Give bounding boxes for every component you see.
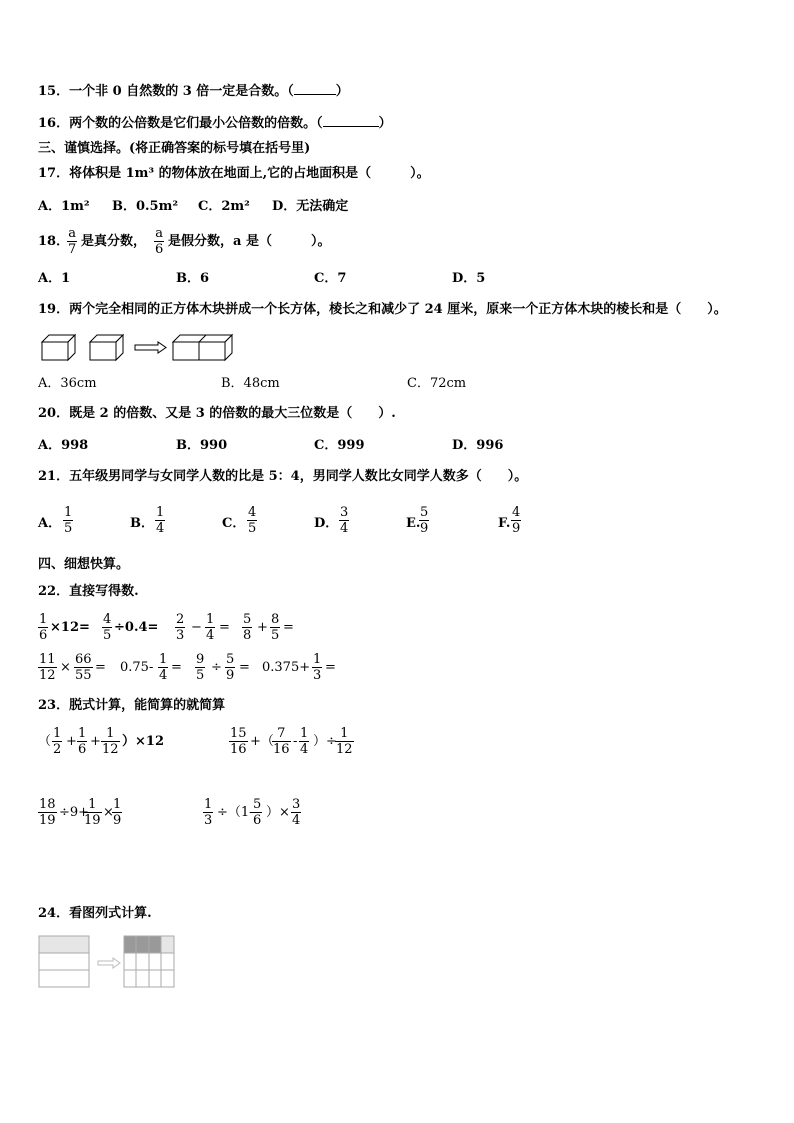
option-a-label[interactable]: A．: [38, 516, 62, 531]
fraction: 1 6: [78, 726, 87, 757]
fraction: 11 12: [39, 652, 56, 683]
fraction: 1 3: [313, 652, 322, 683]
fraction: 18 19: [39, 797, 56, 828]
fraction: 1 4: [300, 726, 309, 757]
expression-text: 0.75-: [120, 660, 154, 675]
fraction: 66 55: [75, 652, 92, 683]
section-heading-3: 三、谨慎选择。(将正确答案的标号填在括号里): [38, 141, 311, 156]
fraction: a 6: [155, 226, 164, 257]
option-b[interactable]: B．990: [176, 438, 228, 453]
operator: −: [191, 620, 202, 635]
question-20: 20．既是 2 的倍数、又是 3 的倍数的最大三位数是（ ）.: [38, 406, 396, 421]
option-f-fraction: 4 9: [512, 505, 521, 536]
operator: ×: [103, 805, 114, 820]
fraction: 1 12: [336, 726, 353, 757]
question-number: 16．: [38, 116, 70, 131]
fraction: 15 16: [230, 726, 247, 757]
fraction: 4 5: [103, 612, 112, 643]
operator: （: [38, 734, 52, 749]
option-f-label[interactable]: F.: [498, 516, 511, 531]
operator: =: [171, 660, 182, 675]
option-b-label[interactable]: B．: [130, 516, 154, 531]
option-b[interactable]: B．48cm: [221, 376, 280, 391]
expression-text: 0.375+: [262, 660, 311, 675]
fraction: 3 4: [292, 797, 301, 828]
option-d-label[interactable]: D．: [314, 516, 339, 531]
option-c[interactable]: C．2m²: [198, 199, 250, 214]
operator: ×: [60, 660, 71, 675]
question-16: 16．两个数的公倍数是它们最小公倍数的倍数。（ ）: [38, 116, 392, 131]
fraction: 1 4: [159, 652, 168, 683]
operator: ）×: [266, 805, 290, 820]
question-text: 是假分数，a 是（ ）。: [168, 234, 331, 249]
option-a[interactable]: A．998: [38, 438, 89, 453]
operator: ÷: [211, 660, 222, 675]
question-text: 将体积是 1m³ 的物体放在地面上,它的占地面积是（ ）。: [69, 166, 430, 181]
operator: +: [90, 734, 101, 749]
answer-blank[interactable]: [294, 94, 336, 95]
fraction: 5 6: [253, 797, 262, 828]
option-d[interactable]: D．无法确定: [272, 199, 349, 214]
option-d-fraction: 3 4: [340, 505, 349, 536]
option-c[interactable]: C．72cm: [407, 376, 467, 391]
operator: -: [293, 734, 298, 749]
question-19: 19．两个完全相同的正方体木块拼成一个长方体，棱长之和减少了 24 厘米，原来一个正方体木块的棱长和是（ ）。: [38, 302, 727, 317]
fraction: 1 19: [84, 797, 101, 828]
fraction: 5 9: [226, 652, 235, 683]
option-a[interactable]: A．1m²: [38, 199, 90, 214]
operator: =: [219, 620, 230, 635]
fraction: 1 9: [113, 797, 122, 828]
option-a[interactable]: A．36cm: [38, 376, 97, 391]
expression-text: ÷0.4=: [114, 620, 159, 635]
operator: =: [95, 660, 106, 675]
fraction: 9 5: [196, 652, 205, 683]
option-b[interactable]: B．0.5m²: [112, 199, 179, 214]
fraction: 1 4: [206, 612, 215, 643]
expression-text: ）×12: [122, 734, 164, 749]
fraction: 1 3: [204, 797, 213, 828]
operator: =: [325, 660, 336, 675]
option-c-fraction: 4 5: [248, 505, 257, 536]
section-heading-4: 四、细想快算。: [38, 557, 130, 572]
fraction: 7 16: [273, 726, 290, 757]
fraction: 1 6: [39, 612, 48, 643]
fraction: 1 12: [102, 726, 119, 757]
question-text: 两个数的公倍数是它们最小公倍数的倍数。（: [69, 116, 323, 131]
fraction: 8 5: [271, 612, 280, 643]
question-text: 五年级男同学与女同学人数的比是 5：4，男同学人数比女同学人数多（ ）。: [69, 469, 528, 484]
answer-blank[interactable]: [323, 126, 379, 127]
option-e-fraction: 5 9: [420, 505, 429, 536]
option-c[interactable]: C．7: [314, 271, 347, 286]
fraction-diagram: [38, 935, 178, 989]
question-number: 15．: [38, 84, 70, 99]
question-17: 17．将体积是 1m³ 的物体放在地面上,它的占地面积是（ ）。: [38, 166, 430, 181]
fraction: 2 3: [176, 612, 185, 643]
operator: ÷（1-: [217, 805, 254, 820]
fraction: 5 8: [243, 612, 252, 643]
expression-text: ×12=: [50, 620, 90, 635]
question-24-title: 24．看图列式计算.: [38, 906, 152, 921]
option-e-label[interactable]: E.: [406, 516, 421, 531]
operator: ）÷: [313, 734, 337, 749]
option-b-fraction: 1 4: [156, 505, 165, 536]
fraction: a 7: [68, 226, 77, 257]
operator: =: [283, 620, 294, 635]
question-21: 21．五年级男同学与女同学人数的比是 5：4，男同学人数比女同学人数多（ ）。: [38, 469, 528, 484]
option-c-label[interactable]: C．: [222, 516, 246, 531]
option-d[interactable]: D．5: [452, 271, 486, 286]
question-text: 一个非 0 自然数的 3 倍一定是合数。（: [69, 84, 294, 99]
option-a-fraction: 1 5: [64, 505, 73, 536]
question-text: 两个完全相同的正方体木块拼成一个长方体，棱长之和减少了 24 厘米，原来一个正方体木块的棱长和是（ ）。: [69, 302, 727, 317]
option-b[interactable]: B．6: [176, 271, 210, 286]
operator: =: [239, 660, 250, 675]
question-23-title: 23．脱式计算，能简算的就简算: [38, 698, 226, 713]
cubes-diagram: [40, 332, 240, 362]
operator: +: [66, 734, 77, 749]
question-15: 15．一个非 0 自然数的 3 倍一定是合数。（ ）: [38, 84, 349, 99]
question-18-number: 18．: [38, 234, 70, 249]
operator: +: [257, 620, 268, 635]
question-22-title: 22．直接写得数.: [38, 584, 139, 599]
fraction: 1 2: [53, 726, 62, 757]
question-text: 是真分数，: [81, 234, 147, 249]
option-a[interactable]: A．1: [38, 271, 71, 286]
question-text: 既是 2 的倍数、又是 3 的倍数的最大三位数是（ ）.: [69, 406, 396, 421]
option-d[interactable]: D．996: [452, 438, 504, 453]
operator: ÷9+: [59, 805, 90, 820]
option-c[interactable]: C．999: [314, 438, 365, 453]
operator: +（: [250, 734, 274, 749]
